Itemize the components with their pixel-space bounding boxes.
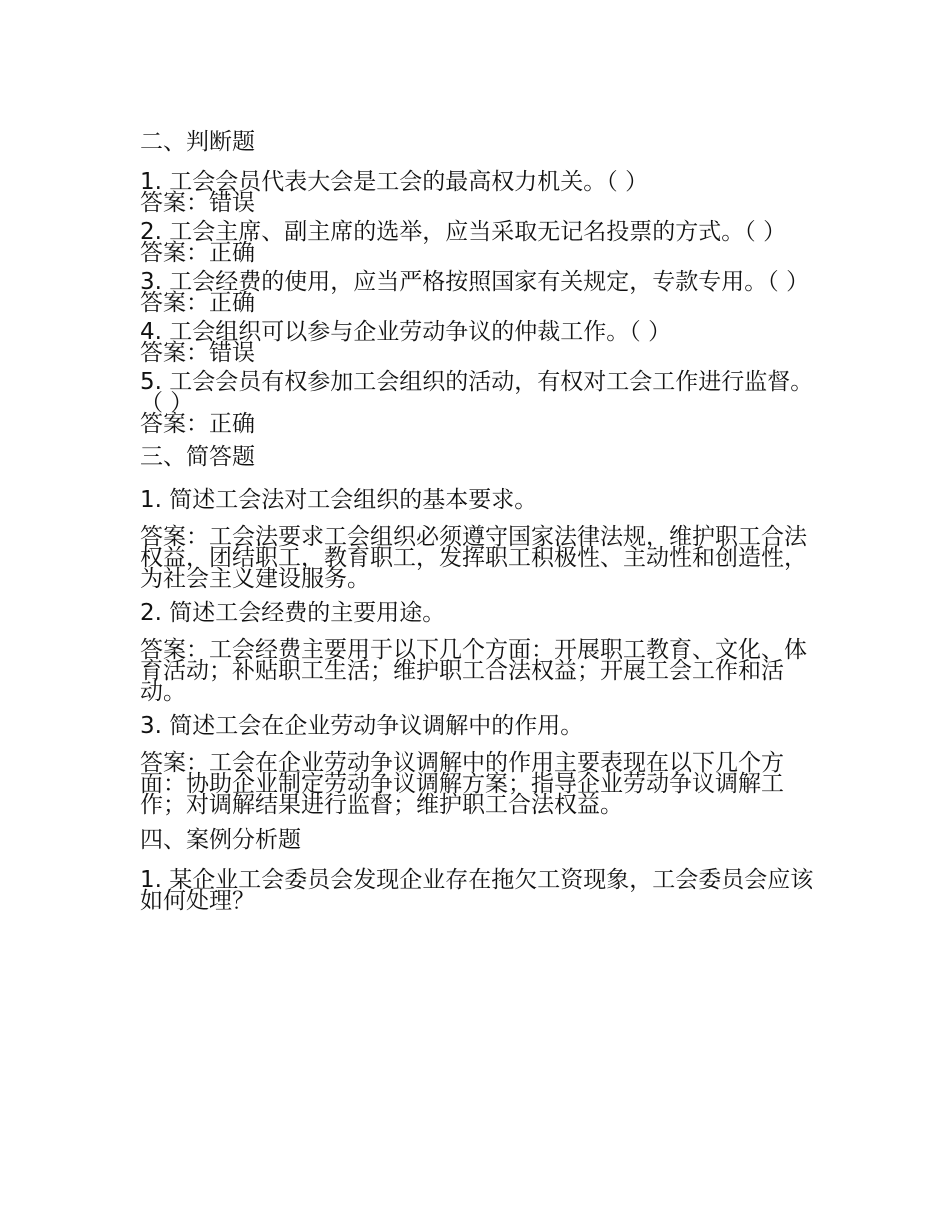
judge-question: 3. 工会经费的使用，应当严格按照国家有关规定，专款专用。（ ） [140, 269, 810, 295]
judge-item [140, 269, 815, 316]
short-answer-item [140, 713, 815, 816]
case-analysis-item [140, 867, 815, 914]
short-answer-answer: 答案：工会法要求工会组织必须遵守国家法律法规，维护职工合法权益，团结职工，教育职工，发挥职工积极性、主动性和创造性，为社会主义建设服务。 [140, 524, 807, 592]
judge-item [140, 169, 815, 216]
short-answer-question: 2. 简述工会经费的主要用途。 [140, 600, 446, 626]
judge-answer: 答案：错误 [140, 340, 255, 366]
short-answer-answer: 答案：工会在企业劳动争议调解中的作用主要表现在以下几个方面：协助企业制定劳动争议调解方案；指导企业劳动争议调解工作；对调解结果进行监督；维护职工合法权益。 [140, 750, 784, 818]
judge-question: 5. 工会会员有权参加工会组织的活动，有权对工会工作进行监督。（ ） [140, 369, 814, 416]
case-analysis-question: 1. 某企业工会委员会发现企业存在拖欠工资现象，工会委员会应该如何处理？ [140, 867, 814, 914]
judge-item [140, 319, 815, 366]
judge-answer: 答案：错误 [140, 190, 255, 216]
document-page [140, 128, 815, 922]
judge-question: 2. 工会主席、副主席的选举，应当采取无记名投票的方式。（ ） [140, 219, 787, 245]
judge-answer: 答案：正确 [140, 240, 255, 266]
short-answer-item [140, 487, 815, 590]
short-answer-answer: 答案：工会经费主要用于以下几个方面：开展职工教育、文化、体育活动；补贴职工生活；维护职工合法权益；开展工会工作和活动。 [140, 637, 807, 705]
judge-item [140, 219, 815, 266]
judge-question: 1. 工会会员代表大会是工会的最高权力机关。（ ） [140, 169, 649, 195]
judge-item [140, 369, 815, 437]
judge-answer: 答案：正确 [140, 290, 255, 316]
case-analysis-section-heading: 四、案例分析题 [140, 827, 301, 853]
judge-question: 4. 工会组织可以参与企业劳动争议的仲裁工作。（ ） [140, 319, 672, 345]
short-answer-section-heading: 三、简答题 [140, 444, 255, 470]
judge-answer: 答案：正确 [140, 411, 255, 437]
short-answer-question: 3. 简述工会在企业劳动争议调解中的作用。 [140, 713, 584, 739]
short-answer-question: 1. 简述工会法对工会组织的基本要求。 [140, 487, 538, 513]
short-answer-item [140, 600, 815, 703]
judge-section-heading: 二、判断题 [140, 129, 255, 155]
